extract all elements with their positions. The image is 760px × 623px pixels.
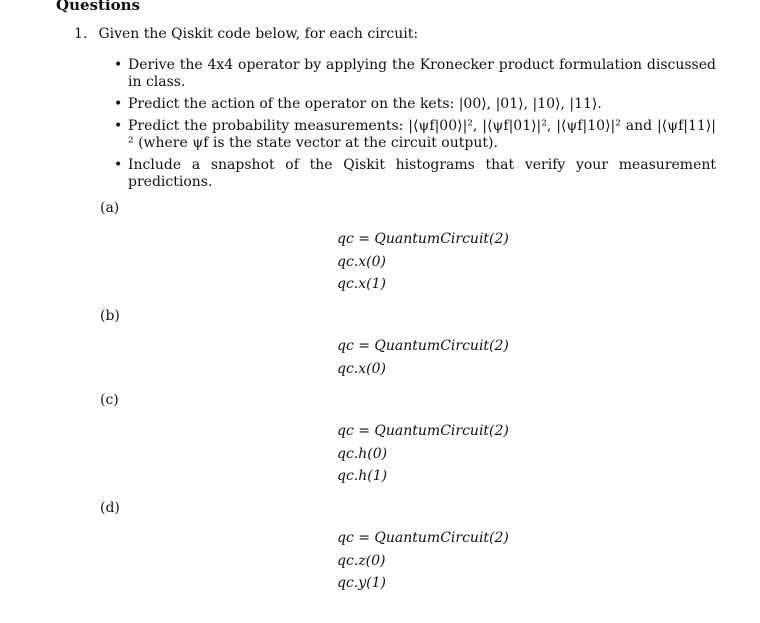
part-c-code xyxy=(337,420,509,488)
code-line: qc.x(0) xyxy=(337,360,386,377)
part-d-label: (d) xyxy=(100,500,120,516)
part-b-label: (b) xyxy=(100,308,120,324)
code-line: qc.z(0) xyxy=(337,552,386,569)
part-c-label: (c) xyxy=(100,392,119,408)
instruction-item: • Predict the action of the operator on the kets: |00⟩, |01⟩, |10⟩, |11⟩. xyxy=(114,96,716,113)
code-line: qc = QuantumCircuit(2) xyxy=(337,530,509,546)
instruction-item: • Include a snapshot of the Qiskit histograms that verify your measurement predictions. xyxy=(114,157,716,191)
question-number: 1. xyxy=(74,26,88,42)
code-line: qc = QuantumCircuit(2) xyxy=(337,231,509,247)
instruction-item: • Predict the probability measurements: |⟨ψf|00⟩|², |⟨ψf|01⟩|², |⟨ψf|10⟩|² and |⟨ψf|11⟩|² (where ψf is the state vector at the circuit output). xyxy=(114,118,716,152)
code-line: qc.x(1) xyxy=(337,276,386,292)
part-d-code xyxy=(337,527,509,595)
instruction-item: • Derive the 4x4 operator by applying the Kronecker product formulation discussed in class. xyxy=(114,57,716,91)
code-line: qc.h(1) xyxy=(337,468,388,484)
code-line: qc.h(0) xyxy=(337,445,388,462)
code-line: qc.x(0) xyxy=(337,253,386,270)
code-line: qc = QuantumCircuit(2) xyxy=(337,338,509,354)
part-b-code xyxy=(337,335,509,380)
question-item xyxy=(74,26,418,42)
instruction-list xyxy=(114,57,716,196)
part-a-label: (a) xyxy=(100,200,120,216)
question-text: Given the Qiskit code below, for each circuit: xyxy=(98,26,419,42)
part-a-code xyxy=(337,228,509,296)
code-line: qc = QuantumCircuit(2) xyxy=(337,423,509,439)
code-line: qc.y(1) xyxy=(337,575,386,591)
questions-heading: Questions xyxy=(56,0,140,14)
